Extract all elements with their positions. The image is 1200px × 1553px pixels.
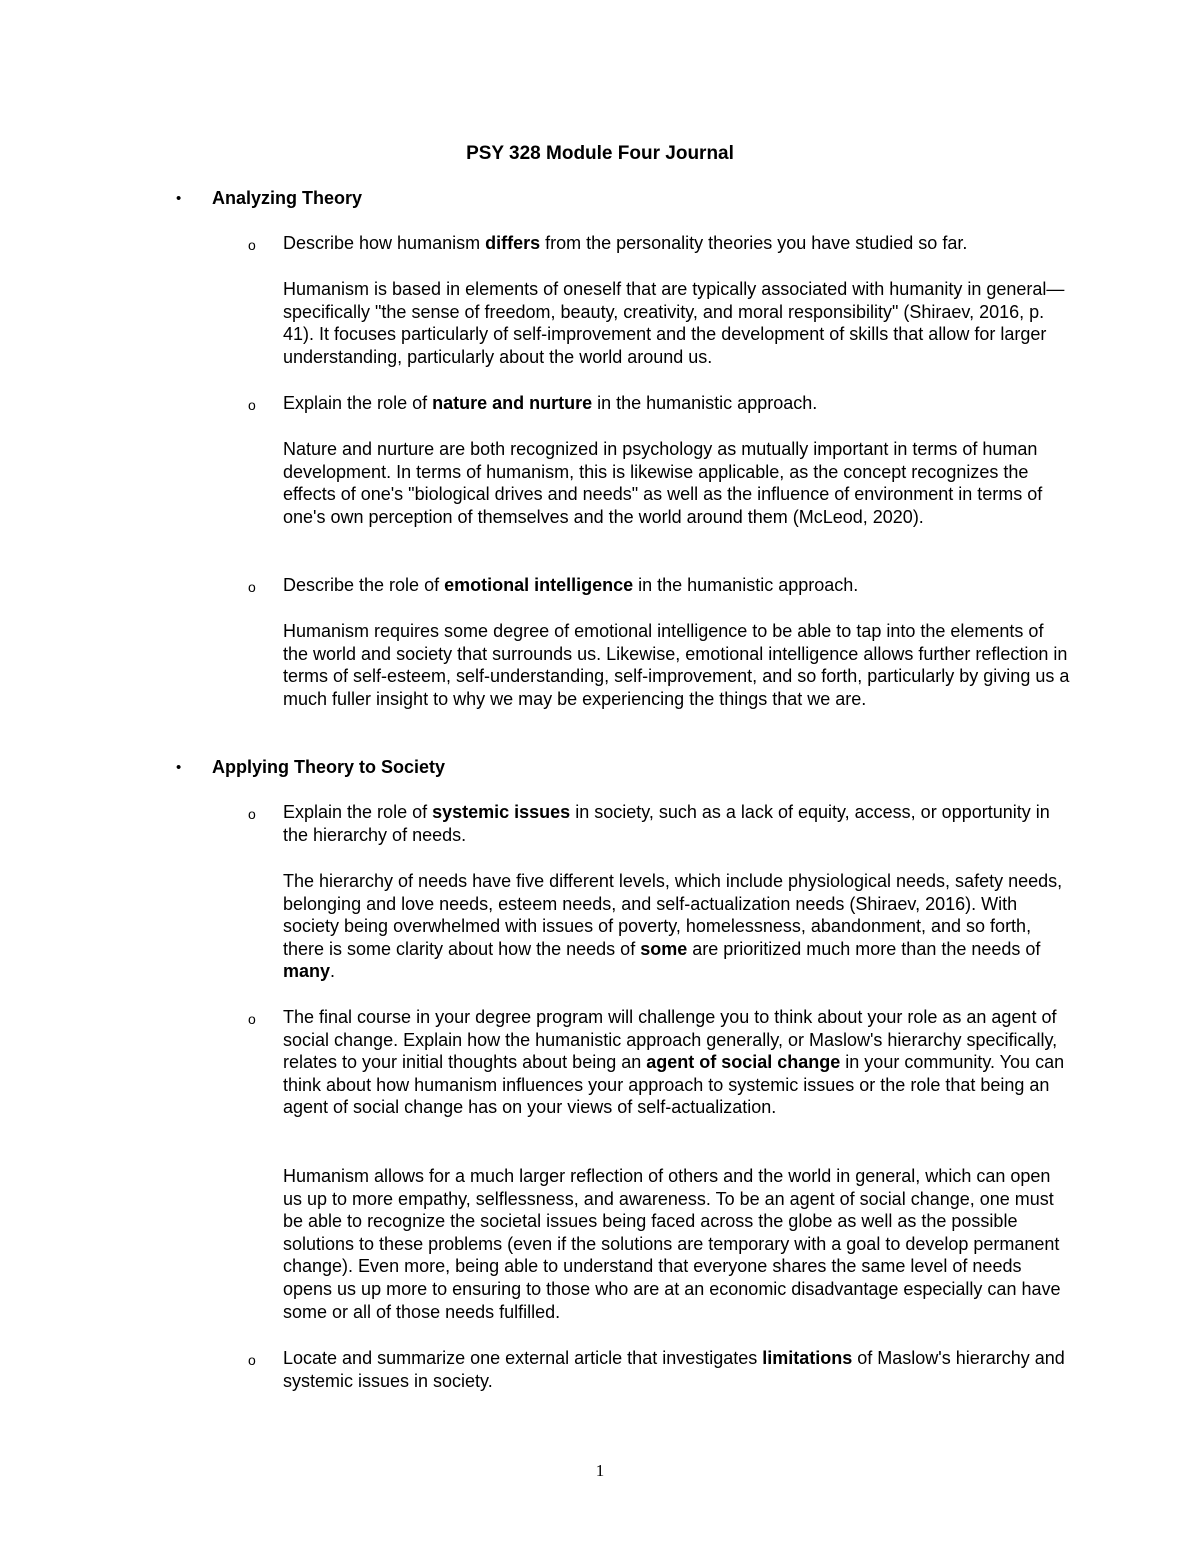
answer-paragraph: Humanism is based in elements of oneself that are typically associated with humanity in general—specifically "the sense of freedom, beauty, creativity, and moral responsibility" (Shiraev, 2016, p. 41). It focuses particularly of self-improvement and the development of skills that allow for larger understanding, particularly about the world around us. bbox=[283, 279, 1065, 367]
prompt-text: in your community. You can think about how humanism influences your approach to systemic issues or the role that being an agent of social change has on your views of self-actualization. bbox=[283, 1052, 1065, 1118]
answer-paragraph: Nature and nurture are both recognized in psychology as mutually important in terms of human development. In terms of humanism, this is likewise applicable, as the concept recognizes the effects of one's "biological drives and needs" as well as the influence of environment in terms of one's own perception of themselves and the world around them (McLeod, 2020). bbox=[283, 439, 1043, 527]
sub-bullet-icon: o bbox=[248, 579, 256, 595]
prompt-emphasis: systemic issues bbox=[432, 802, 571, 822]
sub-bullet-icon: o bbox=[248, 237, 256, 253]
bullet-icon: • bbox=[176, 759, 182, 776]
answer-text: are prioritized much more than the needs of bbox=[687, 938, 1041, 959]
sub-bullet-icon: o bbox=[248, 1352, 256, 1368]
answer-emphasis: some bbox=[640, 938, 688, 959]
section-heading: Analyzing Theory bbox=[212, 188, 363, 208]
prompt-text: Describe the role of bbox=[283, 575, 445, 595]
prompt-text: Explain the role of bbox=[283, 802, 433, 822]
question-prompt bbox=[283, 232, 1073, 255]
answer-paragraph: Humanism requires some degree of emotional intelligence to be able to tap into the elements of the world and society that surrounds us. Likewise, emotional intelligence allows further reflection in terms of self-esteem, self-understanding, self-improvement, and so forth, particularly by giving us a much fuller insight to why we may be experiencing the things that we are. bbox=[283, 621, 1070, 709]
prompt-emphasis: emotional intelligence bbox=[444, 575, 634, 595]
answer-paragraph: Humanism allows for a much larger reflection of others and the world in general, which can open us up to more empathy, selflessness, and awareness. To be an agent of social change, one must be able to recognize the societal issues being faced across the globe as well as the possible solutions to these problems (even if the solutions are temporary with a goal to develop permanent change). Even more, being able to understand that everyone shares the same level of needs opens us up more to ensuring to those who are at an economic disadvantage especially can have some or all of those needs fulfilled. bbox=[283, 1166, 1061, 1322]
section-heading: Applying Theory to Society bbox=[212, 757, 446, 777]
prompt-text: in society, such as a lack of equity, access, or opportunity in the hierarchy of needs. bbox=[283, 802, 1050, 845]
sub-bullet-icon: o bbox=[248, 806, 256, 822]
prompt-text: in the humanistic approach. bbox=[592, 393, 818, 413]
question-prompt bbox=[283, 1347, 1073, 1392]
prompt-text: The final course in your degree program will challenge you to think about your role as an agent of social change. Explain how the humanistic approach generally, or Maslow's hierarchy specifically, relates to your initial thoughts about being an bbox=[283, 1007, 1058, 1073]
question-prompt bbox=[283, 392, 1073, 415]
prompt-text: Locate and summarize one external article that investigates bbox=[283, 1348, 763, 1368]
question-prompt bbox=[283, 1006, 1073, 1119]
prompt-emphasis: differs bbox=[485, 233, 541, 253]
sub-bullet-icon: o bbox=[248, 1011, 256, 1027]
bullet-icon: • bbox=[176, 190, 182, 207]
answer-text: . bbox=[330, 961, 336, 982]
sub-bullet-icon: o bbox=[248, 397, 256, 413]
prompt-text: of Maslow's hierarchy and systemic issues in society. bbox=[283, 1348, 1065, 1391]
answer-text: The hierarchy of needs have five different levels, which include physiological needs, safety needs, belonging and love needs, esteem needs, and self-actualization needs (Shiraev, 2016). With society being overwhelmed with issues of poverty, homelessness, abandonment, and so forth, there is some clarity about how the needs of bbox=[283, 871, 1063, 959]
prompt-emphasis: agent of social change bbox=[646, 1052, 841, 1073]
document-title: PSY 328 Module Four Journal bbox=[466, 143, 734, 164]
prompt-text: Describe how humanism bbox=[283, 233, 486, 253]
prompt-text: Explain the role of bbox=[283, 393, 433, 413]
answer-emphasis: many bbox=[283, 961, 331, 982]
question-prompt bbox=[283, 574, 1073, 597]
page-number: 1 bbox=[595, 1461, 605, 1480]
prompt-emphasis: limitations bbox=[762, 1348, 853, 1368]
answer-paragraph bbox=[283, 870, 1073, 983]
question-prompt bbox=[283, 801, 1073, 846]
prompt-text: in the humanistic approach. bbox=[633, 575, 859, 595]
prompt-emphasis: nature and nurture bbox=[432, 393, 593, 413]
prompt-text: from the personality theories you have studied so far. bbox=[540, 233, 968, 253]
